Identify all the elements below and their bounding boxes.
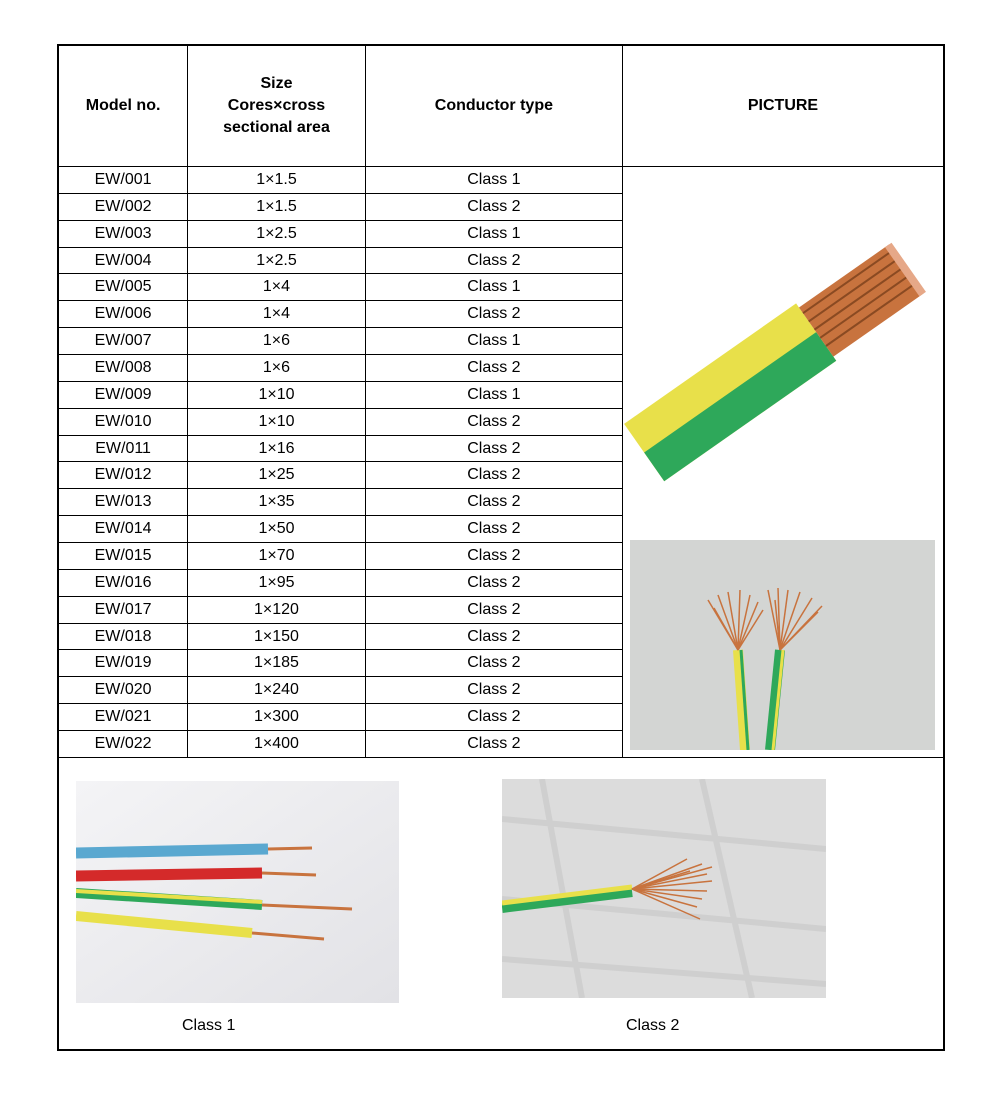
cell-type: Class 2 — [365, 677, 622, 704]
cell-model: EW/005 — [59, 274, 188, 301]
cell-type: Class 2 — [365, 731, 622, 758]
cell-size: 1×2.5 — [188, 247, 366, 274]
cell-type: Class 2 — [365, 301, 622, 328]
cable-spec-table — [59, 46, 943, 758]
cell-size: 1×1.5 — [188, 167, 366, 194]
header-size-line1: Size — [260, 75, 293, 92]
cell-size: 1×400 — [188, 731, 366, 758]
picture-column — [623, 167, 943, 757]
cell-model: EW/015 — [59, 543, 188, 570]
header-conductor-type: Conductor type — [365, 46, 622, 167]
cell-size: 1×4 — [188, 274, 366, 301]
class1-caption: Class 1 — [182, 1017, 236, 1034]
cell-model: EW/006 — [59, 301, 188, 328]
cell-model: EW/020 — [59, 677, 188, 704]
cell-model: EW/012 — [59, 462, 188, 489]
cell-type: Class 2 — [365, 408, 622, 435]
cell-type: Class 2 — [365, 704, 622, 731]
cell-model: EW/011 — [59, 435, 188, 462]
cell-type: Class 2 — [365, 462, 622, 489]
cell-size: 1×6 — [188, 328, 366, 355]
cell-type: Class 1 — [365, 220, 622, 247]
cell-size: 1×240 — [188, 677, 366, 704]
cell-size: 1×4 — [188, 301, 366, 328]
table-header-row — [59, 46, 943, 167]
cell-type: Class 2 — [365, 516, 622, 543]
cell-type: Class 2 — [365, 596, 622, 623]
header-picture: PICTURE — [622, 46, 943, 167]
class2-caption: Class 2 — [626, 1017, 680, 1034]
cell-model: EW/008 — [59, 355, 188, 382]
cell-size: 1×150 — [188, 623, 366, 650]
cell-model: EW/003 — [59, 220, 188, 247]
cell-size: 1×95 — [188, 569, 366, 596]
cell-model: EW/016 — [59, 569, 188, 596]
cell-type: Class 2 — [365, 650, 622, 677]
cell-model: EW/004 — [59, 247, 188, 274]
cell-size: 1×10 — [188, 408, 366, 435]
cell-model: EW/018 — [59, 623, 188, 650]
cell-size: 1×70 — [188, 543, 366, 570]
cell-size: 1×50 — [188, 516, 366, 543]
cell-model: EW/019 — [59, 650, 188, 677]
cell-size: 1×25 — [188, 462, 366, 489]
cell-model: EW/017 — [59, 596, 188, 623]
two-stranded-wires-photo — [630, 540, 935, 750]
cell-size: 1×2.5 — [188, 220, 366, 247]
cell-type: Class 2 — [365, 247, 622, 274]
class1-wires-photo — [76, 781, 399, 1003]
cell-size: 1×300 — [188, 704, 366, 731]
cell-type: Class 2 — [365, 569, 622, 596]
cell-model: EW/002 — [59, 193, 188, 220]
cell-type: Class 1 — [365, 381, 622, 408]
cell-type: Class 1 — [365, 328, 622, 355]
cell-type: Class 2 — [365, 193, 622, 220]
cell-model: EW/010 — [59, 408, 188, 435]
cell-type: Class 1 — [365, 274, 622, 301]
header-size-line3: sectional area — [223, 119, 330, 136]
cell-size: 1×10 — [188, 381, 366, 408]
picture-cell — [622, 167, 943, 758]
yellow-green-wire-closeup — [623, 167, 943, 507]
cell-model: EW/021 — [59, 704, 188, 731]
cell-type: Class 2 — [365, 435, 622, 462]
cell-model: EW/009 — [59, 381, 188, 408]
cell-type: Class 2 — [365, 543, 622, 570]
cell-model: EW/014 — [59, 516, 188, 543]
table-row — [59, 167, 943, 194]
cell-size: 1×1.5 — [188, 193, 366, 220]
cell-size: 1×120 — [188, 596, 366, 623]
cell-model: EW/001 — [59, 167, 188, 194]
cell-model: EW/022 — [59, 731, 188, 758]
cell-model: EW/007 — [59, 328, 188, 355]
cell-type: Class 2 — [365, 489, 622, 516]
spec-sheet — [57, 44, 945, 1051]
header-size-line2: Cores×cross — [227, 97, 326, 114]
header-size — [188, 46, 366, 167]
header-model-no: Model no. — [59, 46, 188, 167]
cell-model: EW/013 — [59, 489, 188, 516]
cell-size: 1×6 — [188, 355, 366, 382]
cell-type: Class 1 — [365, 167, 622, 194]
class-examples — [59, 758, 943, 1049]
cell-size: 1×35 — [188, 489, 366, 516]
cell-type: Class 2 — [365, 355, 622, 382]
class2-wire-photo — [502, 779, 826, 998]
cell-type: Class 2 — [365, 623, 622, 650]
cell-size: 1×185 — [188, 650, 366, 677]
cell-size: 1×16 — [188, 435, 366, 462]
